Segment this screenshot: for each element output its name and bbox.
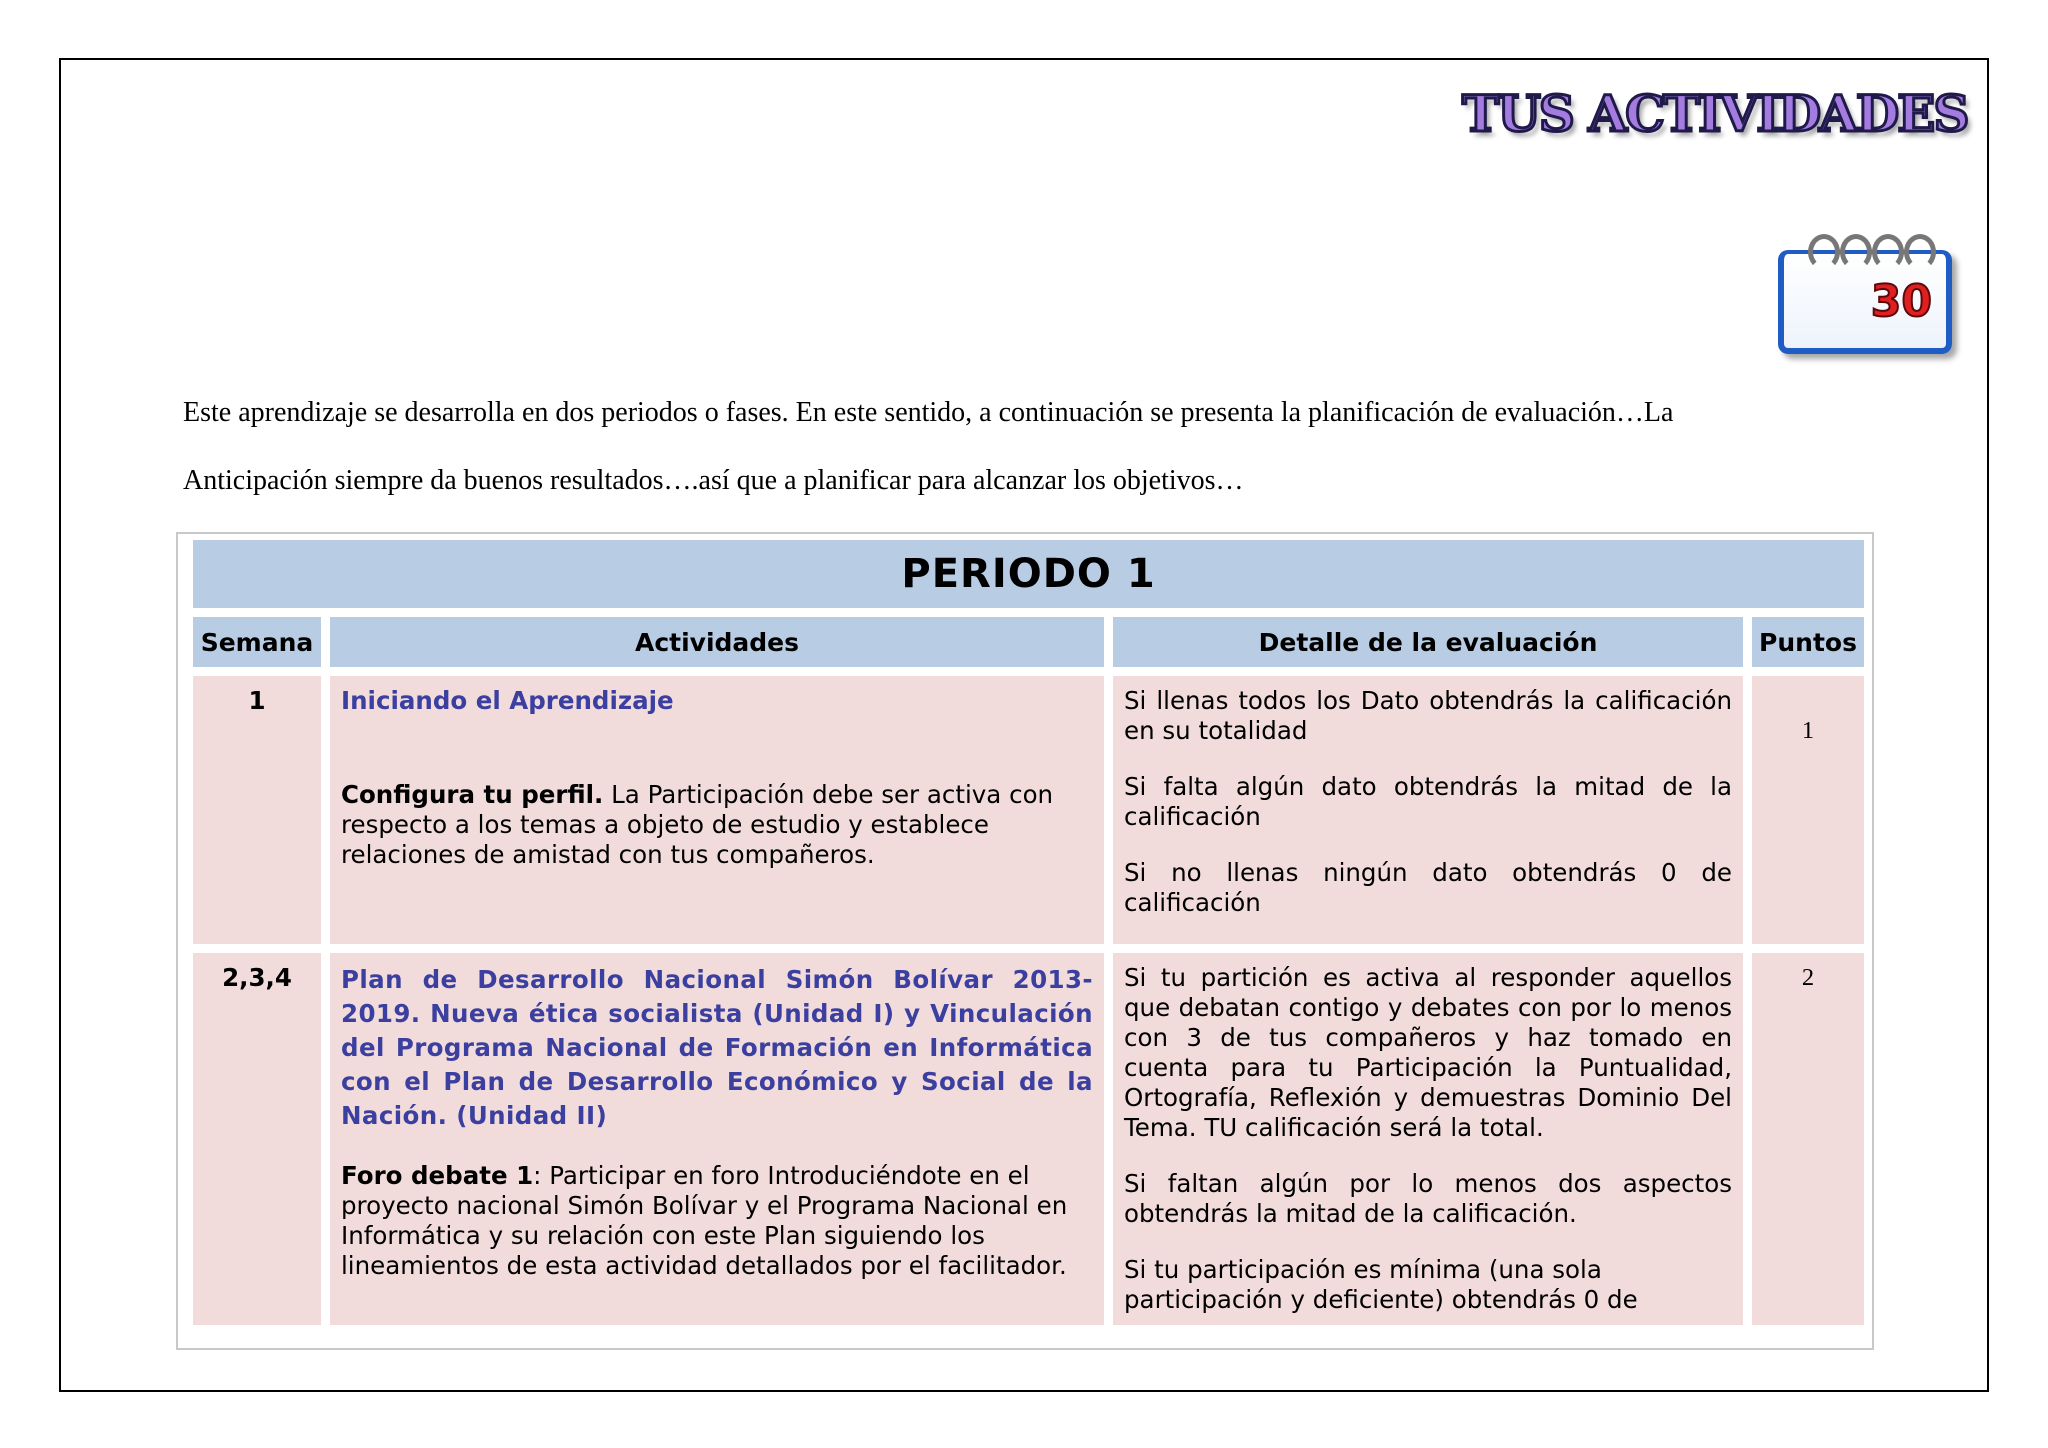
points-cell: 1 (1752, 676, 1864, 944)
week-cell: 1 (193, 676, 321, 944)
table-title: PERIODO 1 (193, 540, 1864, 608)
activity-title: Plan de Desarrollo Nacional Simón Bolívar 2013-2019. Nueva ética socialista (Unidad I) y Vinculación del Programa Nacional de Formación en Informática con el Plan de Desarrollo Económico y Social de la Nación. (Unidad II) (341, 965, 1093, 1130)
activity-bold: Configura tu perfil. (341, 780, 604, 809)
detail-item: Si tu partición es activa al responder aquellos que debatan contigo y debates con por lo menos con 3 de tus compañeros y haz tomado en cuenta para tu Participación la Puntualidad, Ortografía, Reflexión y demuestras Dominio Del Tema. TU calificación será la total. (1124, 963, 1732, 1142)
detail-item: Si no llenas ningún dato obtendrás 0 de calificación (1124, 858, 1732, 917)
calendar-number: 30 (1870, 276, 1932, 327)
activity-text: : Participar en foro Introduciéndote en el proyecto nacional Simón Bolívar y el Programa Nacional en Informática y su relación con este Plan siguiendo los lineamientos de esta actividad detallados por el facilitador. (341, 1161, 1068, 1280)
table-row (193, 953, 1864, 1325)
activity-cell (330, 953, 1104, 1325)
intro-line-2: Anticipación siempre da buenos resultados….así que a planificar para alcanzar los objetivos… (183, 465, 1244, 496)
column-header-actividades: Actividades (330, 617, 1104, 667)
detail-cell (1113, 953, 1743, 1325)
column-header-detalle: Detalle de la evaluación (1113, 617, 1743, 667)
activity-cell (330, 676, 1104, 944)
column-header-puntos: Puntos (1752, 617, 1864, 667)
detail-item: Si llenas todos los Dato obtendrás la calificación en su totalidad (1124, 686, 1732, 745)
detail-item: Si faltan algún por lo menos dos aspectos obtendrás la mitad de la calificación. (1124, 1169, 1732, 1228)
intro-line-1: Este aprendizaje se desarrolla en dos periodos o fases. En este sentido, a continuación se presenta la planificación de evaluación…La (183, 397, 1674, 428)
activity-title: Iniciando el Aprendizaje (341, 686, 674, 715)
activity-description (341, 780, 1093, 870)
calendar-icon (1778, 250, 1952, 354)
week-cell: 2,3,4 (193, 953, 321, 1325)
activity-bold: Foro debate 1 (341, 1161, 534, 1190)
activity-text: La Participación debe ser activa con respecto a los temas a objeto de estudio y establece relaciones de amistad con tus compañeros. (341, 780, 1054, 869)
calendar-rings (1808, 234, 1938, 264)
table-row (193, 676, 1864, 944)
column-header-semana: Semana (193, 617, 321, 667)
detail-item: Si tu participación es mínima (una sola participación y deficiente) obtendrás 0 de (1124, 1255, 1638, 1314)
tus-actividades-logo: TUS ACTIVIDADES (1462, 84, 1968, 143)
evaluation-table (176, 532, 1874, 1350)
detail-item: Si falta algún dato obtendrás la mitad de la calificación (1124, 772, 1732, 831)
points-cell: 2 (1752, 953, 1864, 1325)
activity-description (341, 1161, 1093, 1281)
detail-cell (1113, 676, 1743, 944)
